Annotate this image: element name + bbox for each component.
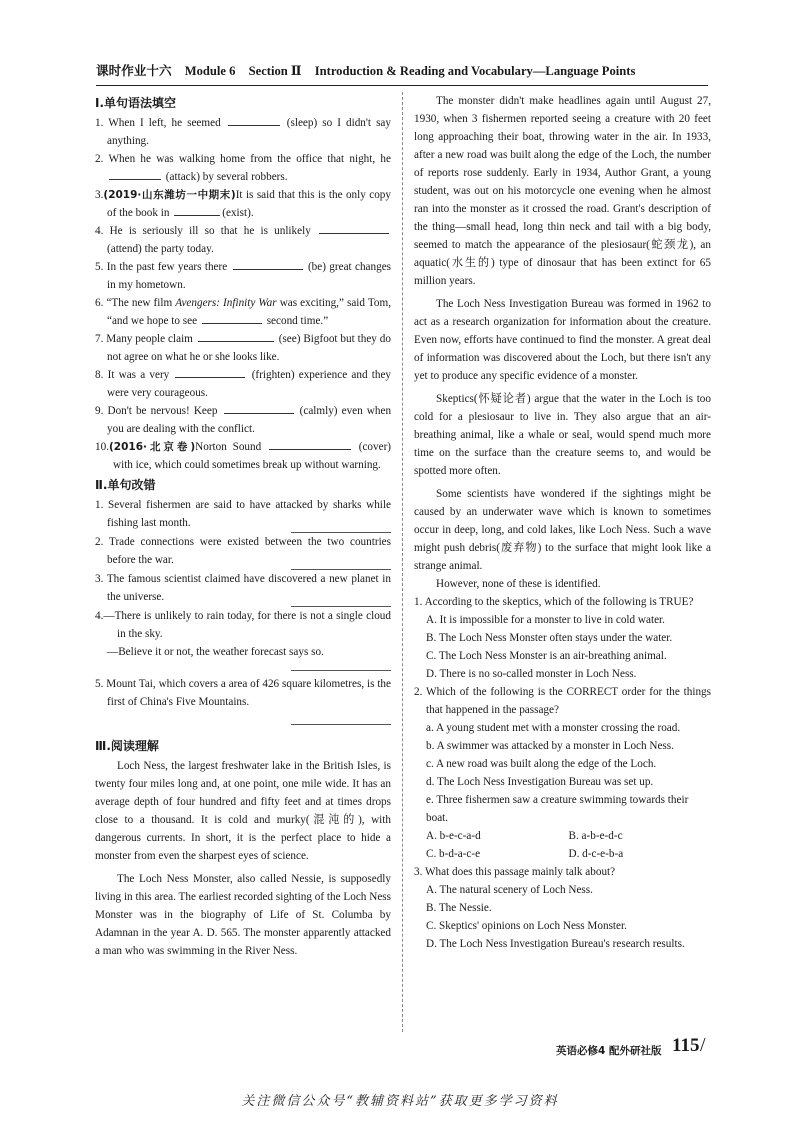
q1-option-c[interactable]: C. The Loch Ness Monster is an air-breathing animal. bbox=[426, 650, 667, 662]
footer-note: 关注微信公众号“教辅资料站”获取更多学习资料 bbox=[241, 1094, 559, 1109]
correction-item-5: 5. Mount Tai, which covers a area of 426 square kilometres, is the first of China's Five Mountains. bbox=[95, 678, 391, 708]
answer-blank[interactable] bbox=[175, 366, 245, 378]
q1-option-d[interactable]: D. There is no so-called monster in Loch Ness. bbox=[426, 668, 637, 680]
question-3-stem: 3. What does this passage mainly talk about? bbox=[414, 866, 616, 878]
q2-option-d[interactable]: D. d-c-e-b-a bbox=[568, 848, 624, 860]
q2-event-b: b. A swimmer was attacked by a monster in Loch Ness. bbox=[426, 740, 674, 752]
correction-item-4: 4.—There is unlikely to rain today, for there is not a single cloud in the sky. bbox=[95, 610, 391, 640]
q2-option-b[interactable]: B. a-b-e-d-c bbox=[568, 830, 623, 842]
correction-item-3: 3. The famous scientist claimed have discovered a new planet in the universe. bbox=[95, 570, 391, 607]
q1-option-b[interactable]: B. The Loch Ness Monster often stays under the water. bbox=[426, 632, 673, 644]
q1-option-a[interactable]: A. It is impossible for a monster to live in cold water. bbox=[426, 614, 665, 626]
answer-blank[interactable] bbox=[228, 114, 280, 126]
answer-line[interactable] bbox=[291, 721, 391, 725]
grammar-item-6: 6. “The new film Avengers: Infinity War was exciting,” said Tom, “and we hope to see second time.” bbox=[95, 297, 391, 327]
grammar-item-9: 9. Don't be nervous! Keep (calmly) even when you are dealing with the conflict. bbox=[95, 402, 391, 438]
grammar-item-10: 10.(2016·北京卷)Norton Sound (cover) with ice, which could sometimes break up without warning. bbox=[95, 438, 391, 474]
page-header bbox=[96, 62, 708, 84]
q2-event-e: e. Three fishermen saw a creature swimming towards their boat. bbox=[426, 794, 689, 824]
reading-paragraph-3: The monster didn't make headlines again until August 27, 1930, when 3 fishermen reported seeing a creature with 20 feet long approaching their boat, throwing water in the air. In 1933, after a new road was built along the edge of the Loch, the number of reports rose suddenly. Early in 1934, Author Grant, a young student, was out on his motorcycle one evening when he almost ran into the monster as it crossed the road. Grant's description of the thing—small head, long thin neck and tail with a big body, seemed to match the appearance of the plesiosaur(蛇颈龙), an aquatic(水生的) type of dinosaur that has been extinct for 65 million years. bbox=[414, 95, 711, 287]
answer-blank[interactable] bbox=[269, 438, 351, 450]
left-column bbox=[95, 92, 391, 960]
q3-option-b[interactable]: B. The Nessie. bbox=[426, 902, 492, 914]
header-topic: Introduction & Reading and Vocabulary—Language Points bbox=[314, 64, 636, 78]
q2-options-row-2 bbox=[414, 845, 711, 863]
header-section: Section Ⅱ bbox=[248, 64, 302, 78]
reading-paragraph-7: However, none of these is identified. bbox=[436, 578, 601, 590]
reading-paragraph-6: Some scientists have wondered if the sightings might be caused by an underwater wave which is known to sometimes occur in deep, long, and cold lakes, like Loch Ness. Such a wave might push debris(废弃物) to the surface that might look like a strange animal. bbox=[414, 488, 711, 572]
answer-blank[interactable] bbox=[174, 204, 220, 216]
grammar-item-5: 5. In the past few years there (be) great changes in my hometown. bbox=[95, 258, 391, 294]
q2-option-c[interactable]: C. b-d-a-c-e bbox=[426, 848, 481, 860]
q2-event-a: a. A young student met with a monster crossing the road. bbox=[426, 722, 681, 734]
q2-event-c: c. A new road was built along the edge of the Loch. bbox=[426, 758, 657, 770]
section3-title: Ⅲ.阅读理解 bbox=[95, 739, 159, 753]
page-number-slash: / bbox=[700, 1034, 706, 1056]
reading-paragraph-2: The Loch Ness Monster, also called Nessie, is supposedly living in this area. The earliest recorded sighting of the Loch Ness Monster was in the biography of Life of St. Columba by Adamnan in the year A. D. 565. The monster apparently attacked a man who was swimming in the River Ness. bbox=[95, 873, 391, 957]
q3-option-a[interactable]: A. The natural scenery of Loch Ness. bbox=[426, 884, 593, 896]
footer-book-label: 英语必修4 配外研社版 bbox=[556, 1045, 662, 1057]
column-divider bbox=[402, 92, 403, 1032]
q3-option-d[interactable]: D. The Loch Ness Investigation Bureau's research results. bbox=[426, 938, 685, 950]
section2-title: Ⅱ.单句改错 bbox=[95, 478, 156, 492]
answer-blank[interactable] bbox=[319, 222, 389, 234]
right-column bbox=[414, 92, 711, 953]
header-module: Module 6 bbox=[184, 64, 236, 78]
q2-event-d: d. The Loch Ness Investigation Bureau was set up. bbox=[426, 776, 654, 788]
page-number: 115 bbox=[672, 1035, 700, 1056]
reading-paragraph-4: The Loch Ness Investigation Bureau was formed in 1962 to act as a research organization for information about the creature. Even now, efforts have continued to find the monster. A great deal of information was discovered about the Loch, but there isn't any yet to produce any specific evidence of a monster. bbox=[414, 298, 711, 382]
correction-item-2: 2. Trade connections were existed between the two countries before the war. bbox=[95, 533, 391, 570]
reading-paragraph-5: Skeptics(怀疑论者) argue that the water in the Loch is too cold for a plesiosaur to live in. They also argue that an air-breathing animal, like a whale or seal, would spend much more time on the surface than the creature seems to, and would be spotted more often. bbox=[414, 393, 711, 477]
grammar-item-4: 4. He is seriously ill so that he is unlikely (attend) the party today. bbox=[95, 222, 391, 258]
grammar-item-7: 7. Many people claim (see) Bigfoot but they do not agree on what he or she looks like. bbox=[95, 330, 391, 366]
answer-blank[interactable] bbox=[198, 330, 274, 342]
reading-paragraph-1: Loch Ness, the largest freshwater lake in the British Isles, is twenty four miles long and, at one point, one mile wide. It has an average depth of four hundred and fifty feet and at times drops close to a thousand. It is cold and murky(混沌的), with dangerous currents. In short, it is the perfect place to hide a monster from even the sharpest eyes of science. bbox=[95, 760, 391, 862]
answer-blank[interactable] bbox=[109, 168, 161, 180]
grammar-item-2: 2. When he was walking home from the office that night, he (attack) by several robbers. bbox=[95, 153, 391, 183]
answer-line[interactable] bbox=[291, 667, 391, 671]
header-rule bbox=[96, 85, 708, 86]
question-2-stem: 2. Which of the following is the CORRECT order for the things that happened in the passage? bbox=[414, 686, 711, 716]
header-title-cn: 课时作业十六 bbox=[96, 64, 172, 78]
correction-item-1: 1. Several fishermen are said to have attacked by sharks while fishing last month. bbox=[95, 496, 391, 533]
grammar-item-8: 8. It was a very (frighten) experience and they were very courageous. bbox=[95, 366, 391, 402]
section1-title: Ⅰ.单句语法填空 bbox=[95, 96, 177, 110]
q3-option-c[interactable]: C. Skeptics' opinions on Loch Ness Monster. bbox=[426, 920, 627, 932]
q2-options-row-1 bbox=[414, 827, 711, 845]
answer-blank[interactable] bbox=[202, 312, 262, 324]
grammar-item-1: 1. When I left, he seemed (sleep) so I didn't say anything. bbox=[95, 114, 391, 150]
correction-item-4-reply: —Believe it or not, the weather forecast says so. bbox=[107, 646, 324, 658]
answer-blank[interactable] bbox=[233, 258, 303, 270]
answer-blank[interactable] bbox=[224, 402, 294, 414]
grammar-item-3: 3.(2019·山东潍坊一中期末)It is said that this is the only copy of the book in (exist). bbox=[95, 189, 391, 219]
q2-option-a[interactable]: A. b-e-c-a-d bbox=[426, 830, 481, 842]
question-1-stem: 1. According to the skeptics, which of the following is TRUE? bbox=[414, 596, 694, 608]
